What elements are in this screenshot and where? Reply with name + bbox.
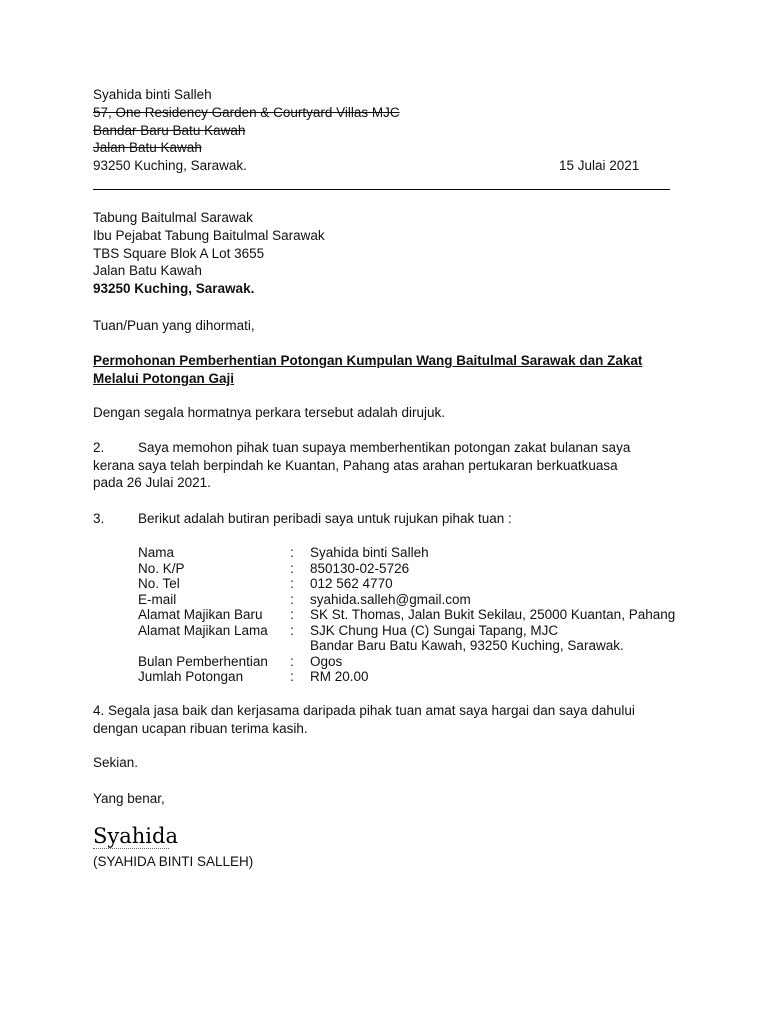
detail-label-majikan-baru: Alamat Majikan Baru (138, 607, 263, 622)
sender-address-line-3: Jalan Batu Kawah (93, 140, 202, 155)
recipient-line-1: Tabung Baitulmal Sarawak (93, 210, 253, 225)
recipient-line-2: Ibu Pejabat Tabung Baitulmal Sarawak (93, 228, 325, 243)
paragraph-3-text: Berikut adalah butiran peribadi saya untuk rujukan pihak tuan : (138, 511, 512, 526)
detail-label-jumlah: Jumlah Potongan (138, 669, 244, 684)
detail-value-kp: 850130-02-5726 (310, 561, 410, 576)
detail-separator: : (290, 623, 294, 638)
detail-value-nama: Syahida binti Salleh (310, 545, 429, 560)
detail-value-tel: 012 562 4770 (310, 576, 393, 591)
detail-separator: : (290, 669, 294, 684)
letter-date: 15 Julai 2021 (559, 158, 640, 173)
paragraph-2-number: 2. (93, 440, 105, 455)
signoff: Yang benar, (93, 791, 165, 806)
sender-name: Syahida binti Salleh (93, 87, 212, 102)
paragraph-3-number: 3. (93, 511, 105, 526)
detail-value-email: syahida.salleh@gmail.com (310, 592, 471, 607)
header-divider (93, 189, 670, 190)
paragraph-4-line-1: 4. Segala jasa baik dan kerjasama daripada pihak tuan amat saya hargai dan saya dahului (93, 703, 635, 718)
detail-label-majikan-lama: Alamat Majikan Lama (138, 623, 268, 638)
detail-value-jumlah: RM 20.00 (310, 669, 369, 684)
recipient-city: 93250 Kuching, Sarawak. (93, 281, 255, 296)
detail-value-bulan: Ogos (310, 654, 343, 669)
salutation: Tuan/Puan yang dihormati, (93, 318, 255, 333)
paragraph-4-line-2: dengan ucapan ribuan terima kasih. (93, 721, 308, 736)
detail-label-nama: Nama (138, 545, 175, 560)
recipient-line-4: Jalan Batu Kawah (93, 263, 202, 278)
detail-separator: : (290, 654, 294, 669)
signature: Syahida (93, 824, 178, 848)
detail-separator: : (290, 592, 294, 607)
detail-separator: : (290, 545, 294, 560)
paragraph-2-line-1: Saya memohon pihak tuan supaya memberhentikan potongan zakat bulanan saya (138, 440, 631, 455)
signature-underline (93, 848, 169, 849)
paragraph-2-line-3: pada 26 Julai 2021. (93, 475, 211, 490)
sender-city: 93250 Kuching, Sarawak. (93, 158, 247, 173)
detail-label-email: E-mail (138, 592, 177, 607)
signer-name: (SYAHIDA BINTI SALLEH) (93, 854, 254, 869)
sender-address-line-1: 57, One Residency Garden & Courtyard Villas MJC (93, 105, 400, 120)
detail-label-tel: No. Tel (138, 576, 180, 591)
subject-line-2: Melalui Potongan Gaji (93, 371, 235, 386)
detail-separator: : (290, 607, 294, 622)
paragraph-2-line-2: kerana saya telah berpindah ke Kuantan, Pahang atas arahan pertukaran berkuatkuasa (93, 458, 618, 473)
subject-line-1: Permohonan Pemberhentian Potongan Kumpulan Wang Baitulmal Sarawak dan Zakat (93, 353, 643, 368)
paragraph-1: Dengan segala hormatnya perkara tersebut adalah dirujuk. (93, 405, 445, 420)
detail-separator: : (290, 576, 294, 591)
detail-separator: : (290, 561, 294, 576)
recipient-line-3: TBS Square Blok A Lot 3655 (93, 246, 265, 261)
detail-label-bulan: Bulan Pemberhentian (138, 654, 268, 669)
sender-address-line-2: Bandar Baru Batu Kawah (93, 123, 246, 138)
detail-value-majikan-lama: SJK Chung Hua (C) Sungai Tapang, MJC (310, 623, 559, 638)
detail-value-majikan-lama-line-2: Bandar Baru Batu Kawah, 93250 Kuching, Sarawak. (310, 638, 624, 653)
closing: Sekian. (93, 755, 139, 770)
detail-label-kp: No. K/P (138, 561, 185, 576)
detail-value-majikan-baru: SK St. Thomas, Jalan Bukit Sekilau, 25000 Kuantan, Pahang (310, 607, 676, 622)
